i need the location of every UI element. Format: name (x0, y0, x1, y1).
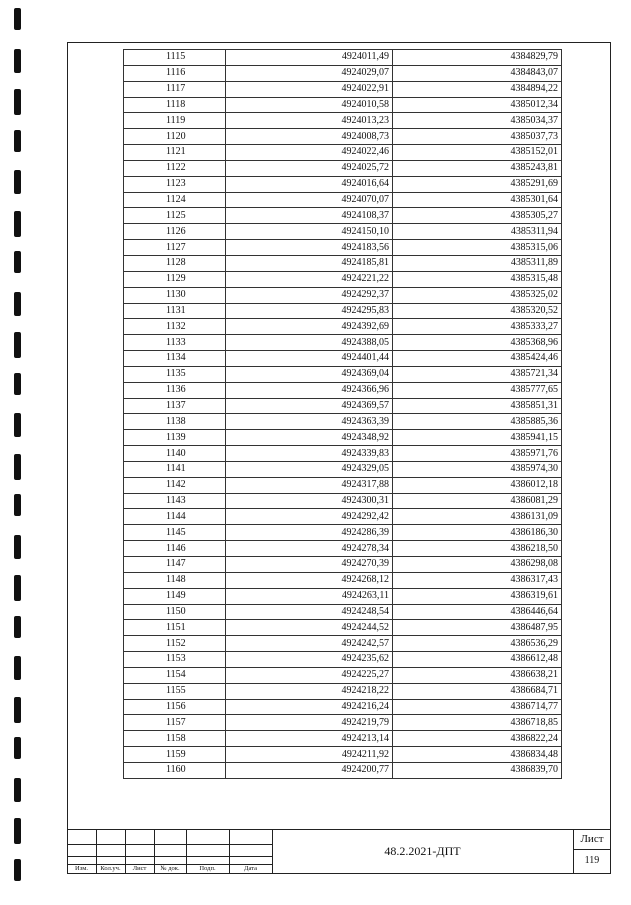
binding-mark (14, 292, 21, 316)
binding-mark (14, 494, 21, 516)
point-number-cell: 1140 (124, 446, 226, 462)
y-coordinate-cell: 4386186,30 (393, 525, 562, 541)
x-coordinate-cell: 4924369,57 (226, 398, 393, 414)
y-coordinate-cell: 4386612,48 (393, 652, 562, 668)
point-number-cell: 1158 (124, 731, 226, 747)
x-coordinate-cell: 4924242,57 (226, 636, 393, 652)
y-coordinate-cell: 4386298,08 (393, 557, 562, 573)
y-coordinate-cell: 4385315,06 (393, 240, 562, 256)
y-coordinate-cell: 4385424,46 (393, 351, 562, 367)
y-coordinate-cell: 4385320,52 (393, 303, 562, 319)
y-coordinate-cell: 4386317,43 (393, 572, 562, 588)
x-coordinate-cell: 4924185,81 (226, 255, 393, 271)
table-row (124, 319, 562, 335)
x-coordinate-cell: 4924022,46 (226, 145, 393, 161)
table-row (124, 303, 562, 319)
point-number-cell: 1153 (124, 652, 226, 668)
x-coordinate-cell: 4924286,39 (226, 525, 393, 541)
point-number-cell: 1152 (124, 636, 226, 652)
binding-mark (14, 130, 21, 152)
x-coordinate-cell: 4924263,11 (226, 588, 393, 604)
binding-mark (14, 413, 21, 437)
point-number-cell: 1144 (124, 509, 226, 525)
point-number-cell: 1154 (124, 667, 226, 683)
table-row (124, 271, 562, 287)
point-number-cell: 1121 (124, 145, 226, 161)
binding-mark (14, 616, 21, 638)
table-row (124, 192, 562, 208)
table-row (124, 160, 562, 176)
point-number-cell: 1138 (124, 414, 226, 430)
point-number-cell: 1126 (124, 224, 226, 240)
x-coordinate-cell: 4924108,37 (226, 208, 393, 224)
point-number-cell: 1155 (124, 683, 226, 699)
x-coordinate-cell: 4924295,83 (226, 303, 393, 319)
x-coordinate-cell: 4924339,83 (226, 446, 393, 462)
table-row (124, 50, 562, 66)
point-number-cell: 1117 (124, 81, 226, 97)
table-row (124, 620, 562, 636)
y-coordinate-cell: 4386638,21 (393, 667, 562, 683)
table-row (124, 255, 562, 271)
x-coordinate-cell: 4924348,92 (226, 430, 393, 446)
y-coordinate-cell: 4385777,65 (393, 382, 562, 398)
y-coordinate-cell: 4385305,27 (393, 208, 562, 224)
binding-mark (14, 454, 21, 480)
point-number-cell: 1119 (124, 113, 226, 129)
y-coordinate-cell: 4385152,01 (393, 145, 562, 161)
point-number-cell: 1130 (124, 287, 226, 303)
table-row (124, 747, 562, 763)
point-number-cell: 1116 (124, 65, 226, 81)
table-row (124, 509, 562, 525)
table-row (124, 557, 562, 573)
point-number-cell: 1148 (124, 572, 226, 588)
table-row (124, 636, 562, 652)
y-coordinate-cell: 4385311,94 (393, 224, 562, 240)
binding-mark (14, 575, 21, 601)
y-coordinate-cell: 4385851,31 (393, 398, 562, 414)
x-coordinate-cell: 4924366,96 (226, 382, 393, 398)
x-coordinate-cell: 4924369,04 (226, 366, 393, 382)
point-number-cell: 1128 (124, 255, 226, 271)
table-row (124, 208, 562, 224)
binding-mark (14, 332, 21, 358)
x-coordinate-cell: 4924025,72 (226, 160, 393, 176)
binding-mark (14, 859, 21, 881)
binding-mark (14, 737, 21, 759)
binding-mark (14, 535, 21, 559)
point-number-cell: 1146 (124, 541, 226, 557)
x-coordinate-cell: 4924244,52 (226, 620, 393, 636)
y-coordinate-cell: 4385941,15 (393, 430, 562, 446)
y-coordinate-cell: 4386446,64 (393, 604, 562, 620)
y-coordinate-cell: 4385034,37 (393, 113, 562, 129)
point-number-cell: 1157 (124, 715, 226, 731)
table-row (124, 731, 562, 747)
y-coordinate-cell: 4385243,81 (393, 160, 562, 176)
table-row (124, 366, 562, 382)
point-number-cell: 1139 (124, 430, 226, 446)
x-coordinate-cell: 4924010,58 (226, 97, 393, 113)
point-number-cell: 1125 (124, 208, 226, 224)
point-number-cell: 1142 (124, 477, 226, 493)
binding-mark (14, 818, 21, 844)
coordinates-table-body (124, 50, 562, 779)
x-coordinate-cell: 4924292,37 (226, 287, 393, 303)
x-coordinate-cell: 4924022,91 (226, 81, 393, 97)
x-coordinate-cell: 4924016,64 (226, 176, 393, 192)
x-coordinate-cell: 4924218,22 (226, 683, 393, 699)
table-row (124, 97, 562, 113)
x-coordinate-cell: 4924248,54 (226, 604, 393, 620)
x-coordinate-cell: 4924216,24 (226, 699, 393, 715)
table-row (124, 715, 562, 731)
x-coordinate-cell: 4924029,07 (226, 65, 393, 81)
title-block (67, 829, 611, 874)
point-number-cell: 1160 (124, 762, 226, 778)
point-number-cell: 1149 (124, 588, 226, 604)
y-coordinate-cell: 4386487,95 (393, 620, 562, 636)
y-coordinate-cell: 4385311,89 (393, 255, 562, 271)
x-coordinate-cell: 4924011,49 (226, 50, 393, 66)
y-coordinate-cell: 4386684,71 (393, 683, 562, 699)
binding-mark (14, 8, 21, 30)
y-coordinate-cell: 4385974,30 (393, 461, 562, 477)
x-coordinate-cell: 4924278,34 (226, 541, 393, 557)
y-coordinate-cell: 4386718,85 (393, 715, 562, 731)
point-number-cell: 1135 (124, 366, 226, 382)
table-row (124, 224, 562, 240)
x-coordinate-cell: 4924235,62 (226, 652, 393, 668)
sheet-label: Лист (580, 833, 604, 845)
x-coordinate-cell: 4924317,88 (226, 477, 393, 493)
x-coordinate-cell: 4924401,44 (226, 351, 393, 367)
stamp-label-qty: Кол.уч. (100, 865, 121, 872)
stamp-label-sheet: Лист (132, 865, 147, 872)
stamp-label-doc-no: № док. (160, 865, 180, 872)
table-row (124, 762, 562, 778)
point-number-cell: 1145 (124, 525, 226, 541)
y-coordinate-cell: 4386131,09 (393, 509, 562, 525)
table-row (124, 588, 562, 604)
y-coordinate-cell: 4385325,02 (393, 287, 562, 303)
y-coordinate-cell: 4386081,29 (393, 493, 562, 509)
y-coordinate-cell: 4384829,79 (393, 50, 562, 66)
document-code: 48.2.2021-ДПТ (384, 844, 461, 858)
y-coordinate-cell: 4385301,64 (393, 192, 562, 208)
binding-mark (14, 697, 21, 723)
x-coordinate-cell: 4924292,42 (226, 509, 393, 525)
x-coordinate-cell: 4924013,23 (226, 113, 393, 129)
sheet-number: 119 (584, 855, 600, 866)
x-coordinate-cell: 4924388,05 (226, 335, 393, 351)
table-row (124, 683, 562, 699)
table-row (124, 129, 562, 145)
point-number-cell: 1150 (124, 604, 226, 620)
stamp-label-revision: Изм. (75, 865, 88, 872)
y-coordinate-cell: 4386319,61 (393, 588, 562, 604)
binding-mark (14, 49, 21, 73)
stamp-label-date: Дата (244, 865, 257, 872)
point-number-cell: 1137 (124, 398, 226, 414)
table-row (124, 541, 562, 557)
point-number-cell: 1127 (124, 240, 226, 256)
table-row (124, 430, 562, 446)
x-coordinate-cell: 4924221,22 (226, 271, 393, 287)
table-row (124, 287, 562, 303)
stamp-label-signature: Подп. (199, 865, 216, 872)
table-row (124, 176, 562, 192)
x-coordinate-cell: 4924200,77 (226, 762, 393, 778)
y-coordinate-cell: 4384843,07 (393, 65, 562, 81)
y-coordinate-cell: 4385971,76 (393, 446, 562, 462)
point-number-cell: 1136 (124, 382, 226, 398)
binding-mark (14, 170, 21, 194)
point-number-cell: 1141 (124, 461, 226, 477)
table-row (124, 81, 562, 97)
coordinates-table (123, 49, 562, 779)
table-row (124, 351, 562, 367)
table-row (124, 652, 562, 668)
table-row (124, 398, 562, 414)
table-row (124, 145, 562, 161)
table-row (124, 477, 562, 493)
table-row (124, 240, 562, 256)
y-coordinate-cell: 4386822,24 (393, 731, 562, 747)
table-row (124, 382, 562, 398)
table-row (124, 335, 562, 351)
binding-mark (14, 211, 21, 237)
binding-mark (14, 656, 21, 680)
point-number-cell: 1131 (124, 303, 226, 319)
point-number-cell: 1151 (124, 620, 226, 636)
y-coordinate-cell: 4385368,96 (393, 335, 562, 351)
x-coordinate-cell: 4924270,39 (226, 557, 393, 573)
y-coordinate-cell: 4386714,77 (393, 699, 562, 715)
y-coordinate-cell: 4386839,70 (393, 762, 562, 778)
stamp-row-line (67, 856, 272, 857)
y-coordinate-cell: 4386218,50 (393, 541, 562, 557)
y-coordinate-cell: 4385333,27 (393, 319, 562, 335)
binding-mark (14, 89, 21, 115)
x-coordinate-cell: 4924268,12 (226, 572, 393, 588)
stamp-row-line (67, 844, 272, 845)
table-row (124, 699, 562, 715)
point-number-cell: 1115 (124, 50, 226, 66)
point-number-cell: 1132 (124, 319, 226, 335)
point-number-cell: 1123 (124, 176, 226, 192)
y-coordinate-cell: 4386012,18 (393, 477, 562, 493)
point-number-cell: 1133 (124, 335, 226, 351)
y-coordinate-cell: 4385012,34 (393, 97, 562, 113)
x-coordinate-cell: 4924363,39 (226, 414, 393, 430)
x-coordinate-cell: 4924392,69 (226, 319, 393, 335)
table-row (124, 667, 562, 683)
point-number-cell: 1134 (124, 351, 226, 367)
x-coordinate-cell: 4924211,92 (226, 747, 393, 763)
y-coordinate-cell: 4385721,34 (393, 366, 562, 382)
y-coordinate-cell: 4385885,36 (393, 414, 562, 430)
stamp-row-line (573, 849, 611, 850)
y-coordinate-cell: 4385315,48 (393, 271, 562, 287)
table-row (124, 65, 562, 81)
table-row (124, 461, 562, 477)
table-row (124, 414, 562, 430)
binding-strip (0, 0, 30, 905)
point-number-cell: 1143 (124, 493, 226, 509)
table-row (124, 604, 562, 620)
x-coordinate-cell: 4924070,07 (226, 192, 393, 208)
point-number-cell: 1156 (124, 699, 226, 715)
table-row (124, 525, 562, 541)
point-number-cell: 1147 (124, 557, 226, 573)
point-number-cell: 1120 (124, 129, 226, 145)
table-row (124, 572, 562, 588)
point-number-cell: 1118 (124, 97, 226, 113)
table-row (124, 446, 562, 462)
x-coordinate-cell: 4924213,14 (226, 731, 393, 747)
x-coordinate-cell: 4924225,27 (226, 667, 393, 683)
x-coordinate-cell: 4924219,79 (226, 715, 393, 731)
x-coordinate-cell: 4924183,56 (226, 240, 393, 256)
x-coordinate-cell: 4924300,31 (226, 493, 393, 509)
x-coordinate-cell: 4924150,10 (226, 224, 393, 240)
binding-mark (14, 373, 21, 395)
point-number-cell: 1159 (124, 747, 226, 763)
table-row (124, 113, 562, 129)
point-number-cell: 1124 (124, 192, 226, 208)
point-number-cell: 1129 (124, 271, 226, 287)
table-row (124, 493, 562, 509)
y-coordinate-cell: 4386834,48 (393, 747, 562, 763)
y-coordinate-cell: 4385291,69 (393, 176, 562, 192)
x-coordinate-cell: 4924008,73 (226, 129, 393, 145)
binding-mark (14, 251, 21, 273)
point-number-cell: 1122 (124, 160, 226, 176)
y-coordinate-cell: 4384894,22 (393, 81, 562, 97)
binding-mark (14, 778, 21, 802)
y-coordinate-cell: 4385037,73 (393, 129, 562, 145)
x-coordinate-cell: 4924329,05 (226, 461, 393, 477)
y-coordinate-cell: 4386536,29 (393, 636, 562, 652)
